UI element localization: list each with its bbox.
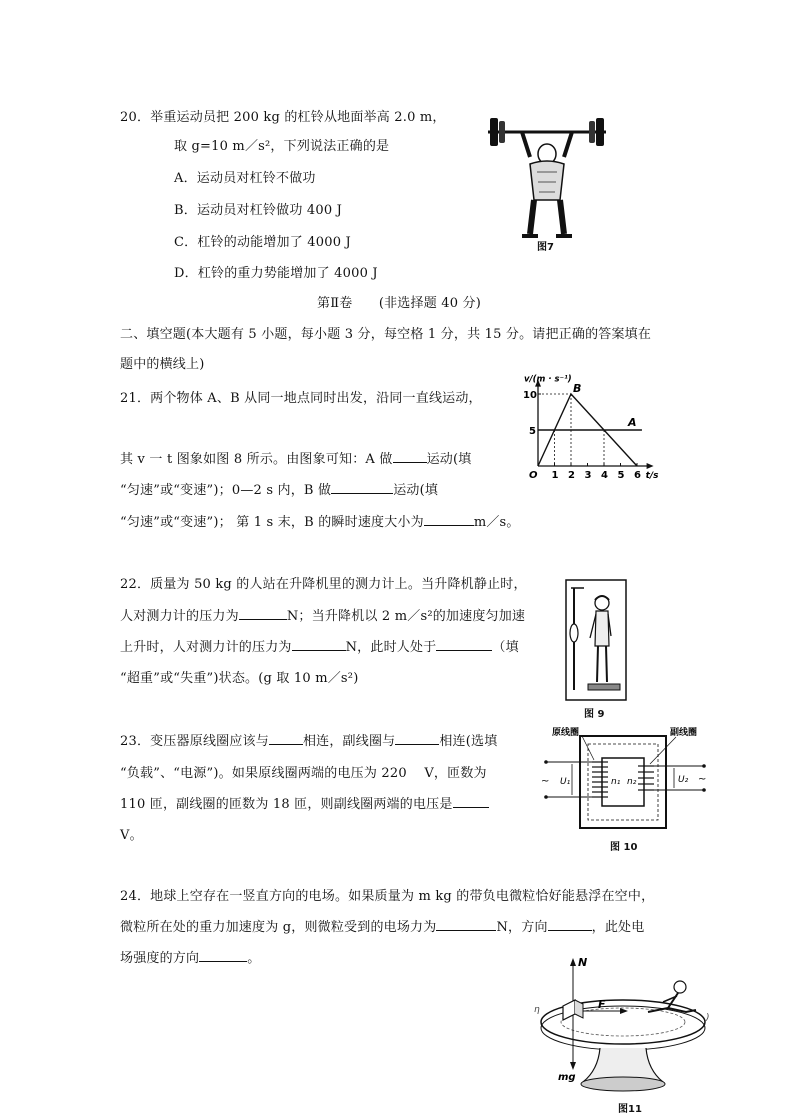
q20-stem-line2: 取 g=10 m／s²，下列说法正确的是 <box>174 139 390 154</box>
q22-line3 <box>120 636 519 655</box>
rotating-table-illustration <box>528 952 718 1102</box>
q20-option-c: C．杠铃的动能增加了 4000 J <box>174 235 351 250</box>
q21-line2-text: 其 v 一 t 图象如图 8 所示。由图象可知：A 做 <box>120 452 393 467</box>
section-intro-line2: 题中的横线上) <box>120 357 205 372</box>
x-tick-label: 5 <box>617 470 625 481</box>
q24-line2-suffix: ，此处电 <box>591 920 645 935</box>
y-tick-label: 5 <box>529 426 536 437</box>
x-tick-label: 6 <box>634 470 641 481</box>
u2-label: U₂ <box>678 775 689 785</box>
q21-line4-suffix: m／s。 <box>473 515 520 530</box>
x-tick-label: 4 <box>601 470 608 481</box>
q22-line3-mid: N，此时人处于 <box>345 640 437 655</box>
q22-blank-1[interactable] <box>239 607 287 620</box>
q21-line2 <box>120 448 471 467</box>
q22-blank-2[interactable] <box>292 638 346 651</box>
y-tick-label: 10 <box>523 390 537 401</box>
secondary-coil-label: 副线圈 <box>670 728 698 738</box>
q23-blank-1[interactable] <box>269 732 303 745</box>
q21-line3-text: “匀速”或“变速”)；0—2 s 内，B 做 <box>120 483 332 498</box>
q24-line1: 24．地球上空存在一竖直方向的电场。如果质量为 m kg 的带负电微粒恰好能悬浮在空中， <box>120 889 655 904</box>
q24-line2 <box>120 916 644 935</box>
figure-9-caption: 图 9 <box>584 709 605 720</box>
n2-label: n₂ <box>627 777 637 787</box>
q24-line3 <box>120 947 260 966</box>
figure-8-vt-chart <box>518 358 693 483</box>
x-tick-label: 2 <box>568 470 575 481</box>
q22-blank-3[interactable] <box>436 638 492 651</box>
f-force-label: F <box>598 998 606 1011</box>
ac-symbol-right: ~ <box>698 774 707 785</box>
x-tick-label: O <box>529 470 538 481</box>
q21-line1: 21．两个物体 A、B 从同一地点同时出发，沿同一直线运动， <box>120 391 482 406</box>
figure-9-person-on-scale <box>562 578 642 718</box>
figure-7-weightlifter <box>482 112 612 252</box>
rotation-mark-left: η <box>534 1005 540 1015</box>
x-tick-label: 1 <box>551 470 559 481</box>
q24-blank-2[interactable] <box>548 918 592 931</box>
section-title: 第Ⅱ卷 (非选择题 40 分) <box>317 296 481 311</box>
series-label-b: B <box>573 382 582 395</box>
q22-line3-suffix: （填 <box>492 640 519 655</box>
x-axis-arrow <box>647 463 654 469</box>
q22-line3-text: 上升时，人对测力计的压力为 <box>120 640 292 655</box>
q23-line1-mid: 相连，副线圈与 <box>302 734 396 749</box>
q24-blank-1[interactable] <box>436 918 496 931</box>
vt-chart-svg <box>518 358 693 483</box>
q23-line1-suffix: 相连(选填 <box>439 734 498 749</box>
q22-line1: 22．质量为 50 kg 的人站在升降机里的测力计上。当升降机静止时， <box>120 577 527 592</box>
y-axis-label: v/(m · s⁻¹) <box>524 374 572 385</box>
q23-line2: “负载”、“电源”)。如果原线圈两端的电压为 220 V，匝数为 <box>120 766 487 781</box>
section-intro-line1: 二、填空题(本大题有 5 小题，每小题 3 分，每空格 1 分，共 15 分。请把正确的答案填在 <box>120 327 652 342</box>
q20-option-a: A．运动员对杠铃不做功 <box>174 171 316 186</box>
figure-7-caption: 图7 <box>537 242 554 253</box>
scale-illustration <box>562 578 642 703</box>
q21-blank-3[interactable] <box>424 513 474 526</box>
q20-option-b: B．运动员对杠铃做功 400 J <box>174 203 343 218</box>
q24-line2-text: 微粒所在处的重力加速度为 g，则微粒受到的电场力为 <box>120 920 437 935</box>
q20-stem-line1: 20．举重运动员把 200 kg 的杠铃从地面举高 2.0 m， <box>120 110 446 125</box>
weightlifter-illustration <box>482 112 612 252</box>
q21-line3-suffix: 运动(填 <box>393 483 439 498</box>
q21-line4-text: “匀速”或“变速”)； 第 1 s 末，B 的瞬时速度大小为 <box>120 515 424 530</box>
figure-11-caption: 图11 <box>618 1104 642 1115</box>
q24-line3-suffix: 。 <box>247 951 261 966</box>
q23-line3-text: 110 匝，副线圈的匝数为 18 匝，则副线圈两端的电压是 <box>120 797 453 812</box>
q23-blank-3[interactable] <box>453 795 489 808</box>
q21-line2-suffix: 运动(填 <box>426 452 472 467</box>
q23-line1 <box>120 730 497 749</box>
q20-option-d: D．杠铃的重力势能增加了 4000 J <box>174 266 378 281</box>
x-tick-label: 3 <box>584 470 592 481</box>
q22-line4: “超重”或“失重”)状态。(g 取 10 m／s²) <box>120 671 359 686</box>
q23-line4: V。 <box>120 828 143 843</box>
figure-11-rotating-table <box>528 952 718 1114</box>
q21-blank-1[interactable] <box>393 450 427 463</box>
x-axis-label: t/s <box>645 471 659 481</box>
q22-line2-text: 人对测力计的压力为 <box>120 609 239 624</box>
q21-line4 <box>120 511 520 530</box>
q22-line2 <box>120 605 525 624</box>
primary-coil-label: 原线圈 <box>552 728 580 738</box>
q24-line3-text: 场强度的方向 <box>120 951 200 966</box>
mg-label: mg <box>558 1072 576 1083</box>
q21-line3 <box>120 479 438 498</box>
q23-blank-2[interactable] <box>395 732 439 745</box>
q24-blank-3[interactable] <box>199 949 247 962</box>
q23-line3 <box>120 793 489 812</box>
q22-line2-suffix: N；当升降机以 2 m／s²的加速度匀加速 <box>286 609 526 624</box>
q23-line1-text: 23．变压器原线圈应该与 <box>120 734 269 749</box>
rotation-mark-right: ) <box>706 1013 710 1023</box>
ac-symbol-left: ~ <box>541 776 550 787</box>
transformer-diagram <box>538 722 710 852</box>
n-force-label: N <box>578 956 588 969</box>
u1-label: U₁ <box>560 777 571 787</box>
n1-label: n₁ <box>611 777 621 787</box>
q24-line2-mid: N，方向 <box>496 920 548 935</box>
figure-10-caption: 图 10 <box>610 842 638 853</box>
figure-10-transformer <box>538 722 710 852</box>
series-label-a: A <box>627 416 637 429</box>
q21-blank-2[interactable] <box>331 481 393 494</box>
